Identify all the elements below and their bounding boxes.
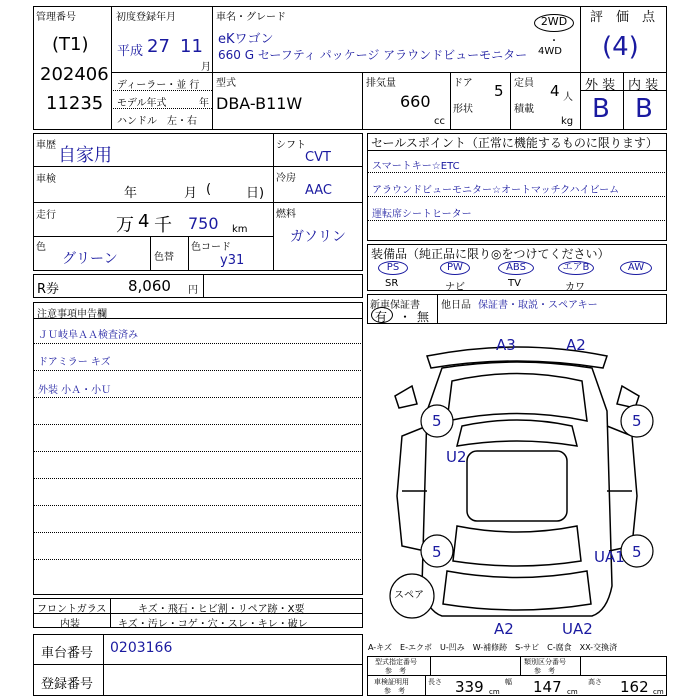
warranty-yes: 有 (375, 310, 388, 324)
length-label: 長さ (428, 678, 442, 686)
dotted-line (33, 532, 363, 533)
divider (580, 6, 581, 130)
dotted-line (33, 559, 363, 560)
divider (520, 656, 521, 675)
cert-label: 車検証明用 (374, 678, 409, 686)
front-glass-label: フロントガラス (37, 604, 107, 615)
documents-value: 保証書・取説・スペアキー (478, 300, 598, 311)
chassis-value: 0203166 (110, 640, 173, 656)
divider (367, 675, 667, 676)
inspection-year: 年 (124, 186, 138, 201)
handle-label: ハンドル 左・右 (117, 116, 197, 127)
divider (510, 72, 511, 130)
class-no-label: 類別区分番号 (524, 658, 566, 666)
recycle-value: 8,060 (128, 277, 171, 295)
mark-ua1: UA1 (594, 548, 625, 566)
drive-4wd: 4WD (538, 46, 562, 57)
equip-tv: TV (508, 278, 521, 289)
shape-label: 形状 (453, 104, 473, 115)
divider (450, 72, 451, 130)
model-name: eKワゴン (218, 32, 274, 47)
ac-value: AAC (305, 183, 332, 198)
first-reg-month: 11 (180, 36, 203, 57)
divider (362, 72, 363, 130)
equip-sr: SR (385, 278, 399, 289)
equipment-label: 装備品（純正品に限り◎をつけてください） (371, 247, 610, 261)
interior-grade: B (635, 94, 653, 124)
color-value: グリーン (62, 251, 118, 267)
selling-point-3: 運転席シートヒーター (372, 209, 472, 220)
divider (33, 318, 363, 319)
dotted-line (33, 343, 363, 344)
mark-u2: U2 (446, 448, 467, 466)
mileage-digit: 4 (138, 211, 150, 232)
front-glass-value: キズ・飛石・ヒビ割・リペア跡・X要 (138, 604, 305, 615)
dotted-line (33, 505, 363, 506)
equip-airbag: エアB (558, 261, 594, 275)
doors-value: 5 (494, 82, 504, 100)
dotted-line (33, 397, 363, 398)
dotted-line (367, 172, 667, 173)
fuel-value: ガソリン (290, 229, 346, 245)
dotted-line (367, 196, 667, 197)
selling-points-label: セールスポイント（正常に機能するものに限ります） (371, 136, 658, 150)
length-unit: cm (489, 688, 500, 696)
divider (33, 236, 273, 237)
dotted-line (33, 451, 363, 452)
shift-value: CVT (305, 150, 331, 165)
hood-outline (447, 374, 587, 422)
damage-legend: A-キズ E-エクボ U-凹み W-補修跡 S-サビ C-腐食 XX-交換済 (368, 643, 618, 652)
note-1: ＪＵ岐阜ＡＡ検査済み (38, 330, 138, 341)
selling-point-2: アラウンドビューモニター☆オートマッチクハイビーム (372, 185, 620, 196)
dotted-line (33, 478, 363, 479)
inspection-paren: ( (206, 182, 212, 197)
mgmt-label: 管理番号 (36, 12, 76, 23)
recycle-label: R券 (37, 282, 60, 297)
reg-no-label: 登録番号 (41, 677, 94, 692)
mileage-sen: 千 (154, 215, 172, 236)
mileage-man: 万 (116, 215, 134, 236)
chassis-label: 車台番号 (41, 646, 94, 661)
divider (367, 150, 667, 151)
divider (623, 72, 624, 130)
divider (430, 656, 431, 675)
divider (437, 294, 438, 324)
notes-label: 注意事項申告欄 (37, 309, 107, 320)
capacity-label: 定員 (514, 78, 534, 89)
note-3: 外装 小Ａ・小Ｕ (38, 385, 112, 396)
documents-label: 他日品 (441, 300, 471, 311)
first-reg-month-unit: 月 (201, 62, 211, 73)
mark-5-fl: 5 (432, 412, 442, 430)
displacement-unit: cc (434, 116, 445, 127)
evaluation-value: (4) (602, 32, 639, 62)
equip-aw: AW (620, 261, 652, 275)
ac-label: 冷房 (276, 173, 296, 184)
note-2: ドアミラー キズ (38, 357, 111, 368)
selling-point-1: スマートキー☆ETC (372, 161, 460, 172)
inspection-label: 車検 (36, 174, 56, 185)
mgmt-line2: 202406 (40, 64, 109, 85)
roof-outline (467, 451, 567, 521)
type-no-label: 型式指定番号 (375, 658, 417, 666)
equip-pw: PW (440, 261, 470, 275)
length-value: 339 (455, 678, 484, 696)
divider (103, 634, 104, 696)
load-unit: kg (561, 116, 574, 127)
model-name-label: 車名・グレード (216, 12, 286, 23)
warranty-label: 新車保証書 (370, 300, 420, 311)
windshield-outline (457, 420, 577, 446)
mileage-label: 走行 (36, 210, 56, 221)
model-type-label: 型式 (216, 78, 236, 89)
dotted-line (111, 108, 212, 109)
repaint-label: 色替 (154, 252, 174, 263)
first-reg-year: 27 (147, 36, 170, 57)
rear-window-outline (453, 526, 581, 566)
displacement-label: 排気量 (366, 78, 396, 89)
mileage-unit: km (232, 224, 248, 235)
dotted-line (33, 424, 363, 425)
divider (203, 274, 204, 298)
type-no-ref: 参 考 (385, 667, 406, 675)
inspection-month: 月 (184, 186, 198, 201)
mark-5-rl: 5 (432, 543, 442, 561)
equip-leather: カワ (565, 282, 585, 293)
mark-a2-front: A2 (566, 336, 586, 354)
divider (33, 664, 363, 665)
equip-ps: PS (378, 261, 408, 275)
mgmt-code: (T1) (52, 34, 89, 55)
mileage-hundreds: 750 (188, 214, 219, 233)
doors-label: ドア (453, 78, 473, 89)
load-label: 積載 (514, 104, 534, 115)
equip-navi: ナビ (445, 282, 465, 293)
capacity-value: 4 (550, 82, 560, 100)
recycle-frame (33, 274, 363, 298)
width-value: 147 (533, 678, 562, 696)
color-code-label: 色コード (191, 242, 231, 253)
mark-5-fr: 5 (632, 412, 642, 430)
exterior-grade: B (592, 94, 610, 124)
height-label: 高さ (588, 678, 602, 686)
divider (212, 6, 213, 130)
mark-ua2: UA2 (562, 620, 593, 638)
interior-cond-value: キズ・汚レ・コゲ・穴・スレ・キレ・破レ (118, 619, 308, 630)
mark-a2-rear: A2 (494, 620, 514, 638)
divider (111, 6, 112, 130)
left-side-outline (397, 426, 427, 551)
width-unit: cm (567, 688, 578, 696)
shift-label: シフト (276, 140, 306, 151)
mark-a3: A3 (496, 336, 516, 354)
dotted-line (367, 220, 667, 221)
spare-label: スペア (394, 590, 424, 601)
model-type-value: DBA-B11W (216, 94, 303, 113)
left-mirror-outline (395, 386, 417, 408)
drive-2wd: 2WD (534, 14, 574, 32)
inspection-day: 日) (246, 186, 265, 201)
capacity-unit: 人 (563, 92, 573, 103)
divider (150, 236, 151, 271)
drive-dot: ・ (549, 36, 559, 47)
first-reg-label: 初度登録年月 (116, 12, 176, 23)
dotted-line (111, 90, 212, 91)
class-no-ref: 参 考 (534, 667, 555, 675)
cert-ref: 参 考 (384, 687, 405, 695)
dealer-label: ディーラー・並 行 (117, 80, 200, 91)
interior-label: 内 装 (628, 78, 659, 93)
model-year-label: モデル年式 (117, 98, 167, 109)
divider (273, 166, 363, 167)
divider (188, 236, 189, 271)
equip-abs: ABS (498, 261, 534, 275)
interior-cond-label: 内装 (60, 619, 80, 630)
color-code: y31 (220, 253, 245, 268)
color-label: 色 (36, 242, 46, 253)
height-unit: cm (653, 688, 664, 696)
model-year-unit: 年 (199, 98, 209, 109)
exterior-label: 外 装 (585, 78, 616, 93)
evaluation-label: 評 価 点 (590, 10, 656, 25)
width-label: 幅 (505, 678, 512, 686)
history-value: 自家用 (58, 145, 112, 166)
trunk-outline (443, 571, 591, 610)
dotted-line (33, 370, 363, 371)
divider (425, 675, 426, 696)
displacement-value: 660 (400, 92, 431, 111)
notes-frame (33, 302, 363, 595)
mark-5-rr: 5 (632, 543, 642, 561)
right-side-outline (607, 426, 637, 551)
warranty-dot: ・ (399, 310, 412, 324)
first-reg-era: 平成 (117, 44, 144, 59)
warranty-no: 無 (417, 310, 430, 324)
recycle-unit: 円 (188, 285, 198, 296)
model-grade: 660 G セーフティ パッケージ アラウンドビューモニター (218, 48, 528, 62)
history-label: 車歴 (36, 140, 56, 151)
mgmt-line3: 11235 (46, 93, 104, 114)
fuel-label: 燃料 (276, 209, 296, 220)
divider (33, 202, 363, 203)
height-value: 162 (620, 678, 649, 696)
divider (580, 656, 581, 675)
